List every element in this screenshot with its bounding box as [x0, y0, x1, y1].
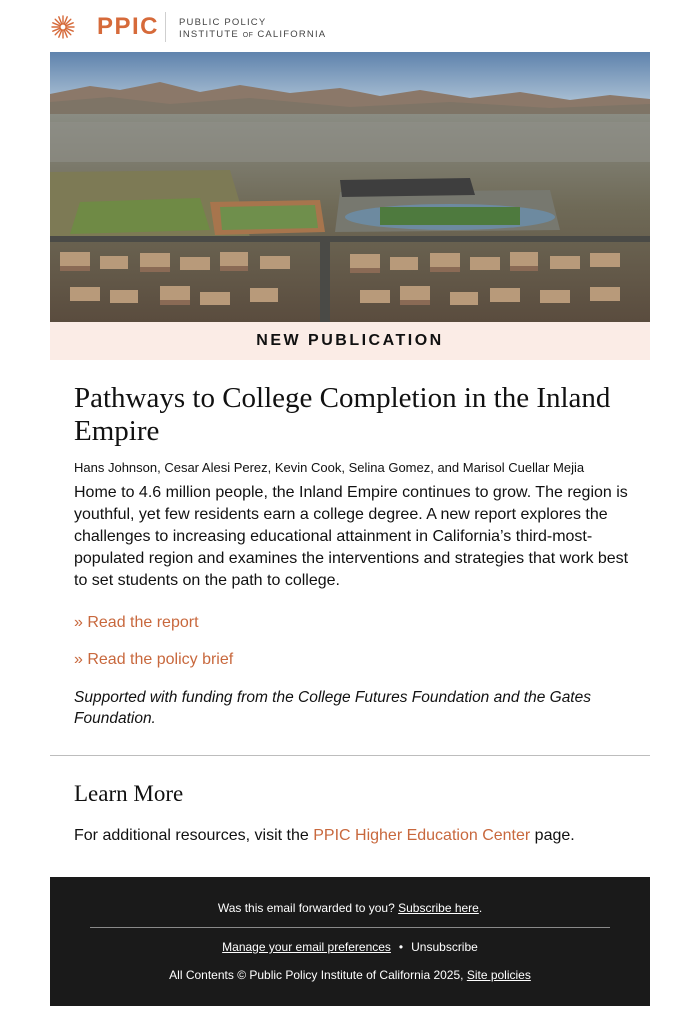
email-header: [50, 0, 650, 52]
ppic-logo-text[interactable]: PPIC: [97, 13, 160, 40]
copyright-line: All Contents © Public Policy Institute of California 2025, Site policies: [169, 968, 531, 982]
funding-note: Supported with funding from the College Futures Foundation and the Gates Foundation.: [74, 689, 591, 727]
article-authors: Hans Johnson, Cesar Alesi Perez, Kevin Cook, Selina Gomez, and Marisol Cuellar Mejia: [74, 460, 585, 475]
forwarded-line: Was this email forwarded to you? Subscribe here.: [217, 901, 483, 915]
footer-divider: [90, 927, 610, 928]
site-policies-link[interactable]: Site policies: [466, 968, 531, 982]
logo-subtitle-line2: INSTITUTE OF CALIFORNIA: [179, 29, 327, 40]
logo-divider: [165, 12, 166, 42]
article-title[interactable]: Pathways to College Completion in the Inland Empire: [74, 382, 611, 447]
aerial-photo-image: [50, 52, 650, 322]
ppic-sunburst-icon: [50, 14, 76, 40]
logo-subtitle: [179, 17, 326, 42]
preferences-line: [50, 940, 650, 954]
hero-image[interactable]: [50, 52, 650, 322]
article-summary: Home to 4.6 million people, the Inland Empire continues to grow. The region is youthful, yet few residents earn a college degree. A new report explores the challenges to increasing educational attainment in California’s third-most-populated region and examines the interventions and strategies that work best to set students on the path to college.: [74, 484, 629, 589]
section-divider: [50, 755, 650, 756]
learn-more-section: [74, 780, 634, 846]
learn-more-heading: Learn More: [74, 781, 184, 806]
article-section: [74, 382, 634, 729]
learn-more-text: For additional resources, visit the PPIC Higher Education Center page.: [74, 827, 575, 844]
read-policy-brief-link[interactable]: » Read the policy brief: [74, 651, 234, 668]
banner-label: NEW PUBLICATION: [256, 332, 444, 349]
unsubscribe-link[interactable]: Unsubscribe: [411, 940, 478, 954]
bullet-separator: •: [398, 940, 404, 954]
read-report-link[interactable]: » Read the report: [74, 614, 199, 631]
new-publication-banner: [50, 322, 650, 360]
manage-preferences-link[interactable]: Manage your email preferences: [222, 940, 391, 954]
subscribe-link[interactable]: Subscribe here: [398, 901, 479, 915]
email-footer: [50, 877, 650, 1006]
logo-subtitle-line1: PUBLIC POLICY: [179, 17, 267, 28]
higher-education-center-link[interactable]: PPIC Higher Education Center: [313, 827, 531, 844]
